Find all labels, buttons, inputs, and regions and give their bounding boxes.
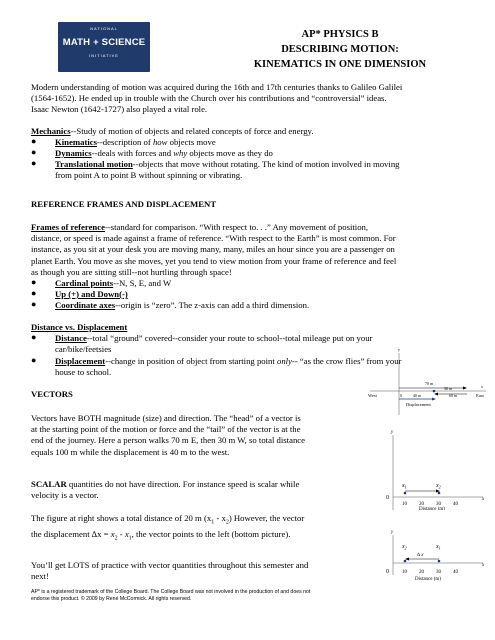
fig3-delta-x: ∆ x	[417, 553, 424, 558]
coordinate-term: Coordinate axes	[55, 300, 116, 310]
fig1-y-label: y	[398, 347, 400, 352]
figure-displacement-left	[365, 523, 487, 585]
fig1-point	[433, 390, 436, 393]
fig2-point-x1	[404, 492, 407, 495]
bullet-dot: ●	[31, 136, 37, 146]
kinematics-def-em: how	[152, 137, 168, 147]
vectors-line-3: end of the journey. Here a person walks 70 m E, then 30 m W, so total distance	[31, 435, 305, 446]
fig3-tick-40: 40	[453, 570, 458, 575]
distance-line-1: --total “ground” covered--consider your route to school--total mileage put on your	[86, 333, 373, 343]
intro-line-2: (1564-1652). He ended up in trouble with the Church over his contributions and “controversial” ideas.	[31, 93, 387, 104]
dynamics-def-b: objects move as they do	[187, 148, 273, 158]
closing-paragraph	[31, 560, 308, 582]
fig1-30m-label: 30 m	[444, 386, 453, 391]
nms-logo	[58, 22, 150, 72]
fig-desc-2d: x	[124, 528, 129, 539]
fig1-40m: 40 m	[413, 393, 422, 398]
translational-item	[55, 159, 400, 181]
figure-distance-right	[365, 420, 487, 510]
closing-line-2: next!	[31, 571, 49, 582]
scalar-term: SCALAR	[31, 479, 67, 489]
logo-line-initiative: INITIATIVE	[89, 53, 119, 58]
bullet-dot: ●	[31, 158, 37, 168]
displacement-item	[55, 356, 401, 378]
kinematics-def-a: --description of	[96, 137, 153, 147]
fig1-west: West	[368, 393, 377, 398]
fig3-tick-30: 30	[436, 570, 441, 575]
kinematics-def-b: objects move	[167, 137, 216, 147]
fig2-x-label: x	[482, 497, 485, 502]
fig3-tick-10: 10	[402, 570, 407, 575]
figure-description	[31, 513, 304, 545]
displacement-line-1a: --change in position of object from starting point	[105, 356, 277, 366]
frames-line-4: planet Earth. You move as she moves, yet you tend to view motion from your frame of reference and feel	[31, 255, 397, 266]
displacement-line-1b: -- “as the crow flies” from your	[291, 356, 402, 366]
fig2-point-x2	[438, 492, 441, 495]
bullet-dot: ●	[31, 332, 37, 342]
kinematics-item	[55, 137, 216, 148]
dynamics-def-em: why	[173, 148, 188, 158]
vectors-line-4: equals 100 m while the displacement is 40 m to the west.	[31, 446, 230, 457]
intro-paragraph	[31, 82, 402, 116]
fig3-x-label: x	[482, 563, 485, 568]
footer-line-1: AP* is a registered trademark of the College Board. The College Board was not involved in the production of and does not	[31, 589, 311, 595]
vectors-line-1: Vectors have BOTH magnitude (size) and direction. The “head” of a vector is	[31, 413, 301, 423]
logo-line-math-science: MATH + SCIENCE	[62, 37, 146, 48]
distance-term: Distance	[55, 333, 87, 343]
fig1-east: East	[476, 393, 484, 398]
fig1-60m: 60 m	[449, 393, 458, 398]
fig2-tick-30: 30	[436, 502, 441, 507]
fig-desc-sub1: 1	[211, 519, 215, 526]
fig1-30m-arrowhead	[434, 393, 438, 396]
distance-item	[55, 333, 373, 355]
dynamics-def-a: --deals with forces and	[91, 148, 174, 158]
fig-desc-1: The figure at right shows a total distance of 20 m (x	[31, 513, 212, 523]
closing-line-1: You’ll get LOTS of practice with vector quantities throughout this semester and	[31, 560, 309, 570]
fig2-tick-10: 10	[402, 502, 407, 507]
fig3-y-label: y	[391, 530, 394, 535]
mechanics-term: Mechanics	[31, 126, 71, 136]
vectors-line-2: at the starting point of the motion or force and the “tail” of the vector is at the	[31, 424, 301, 435]
figure-displacement	[368, 345, 488, 425]
fig-desc-2s2: 2	[114, 535, 118, 542]
coordinate-def: --origin is “zero”. The z-axis can add a third dimension.	[115, 300, 310, 310]
frames-term: Frames of reference	[31, 222, 105, 232]
cardinal-def: --N, S, E, and W	[113, 278, 172, 288]
fig-desc-2b: x	[110, 528, 115, 539]
displacement-line-1em: only	[276, 356, 292, 366]
scalar-line-1: quantities do not have direction. For instance speed is scalar while	[66, 479, 300, 489]
fig2-tick-40: 40	[453, 502, 458, 507]
kinematics-term: Kinematics	[55, 137, 97, 147]
translational-term: Translational motion	[55, 159, 133, 169]
fig3-origin: 0	[386, 569, 389, 575]
bullet-dot: ●	[31, 355, 37, 365]
footer-line-2: endorse this product. © 2009 by René McCormick. All rights reserved.	[31, 596, 192, 602]
fig1-70m-label: 70 m	[425, 381, 434, 386]
fig-desc-minus: - x	[214, 513, 226, 523]
distance-line-2: car/bike/feetsies	[55, 344, 112, 355]
dynamics-term: Dynamics	[55, 148, 92, 158]
cardinal-term: Cardinal points	[55, 278, 114, 288]
fig-desc-2s1: 1	[128, 535, 132, 542]
mechanics-def: --Study of motion of objects and related concepts of force and energy.	[70, 126, 314, 136]
fig3-point-x1	[438, 560, 441, 563]
fig-desc-2c: -	[117, 528, 125, 539]
intro-line-1: Modern understanding of motion was acquired during the 16th and 17th centuries thanks to Galileo Galilei	[31, 82, 403, 92]
fig2-tick-20: 20	[419, 502, 424, 507]
fig3-x2: $x_2$	[402, 544, 407, 551]
frames-line-3: instance, as you sit at your desk you are moving many, many, miles an hour since you are a passenger on	[31, 244, 395, 255]
fig3-axis-title: Distance (m)	[415, 577, 441, 582]
logo-line-national: NATIONAL	[90, 26, 118, 31]
fig1-zero: 0	[400, 393, 402, 398]
fig-desc-2a: the displacement ∆x =	[31, 528, 111, 539]
fig3-point-x2	[404, 560, 407, 563]
fig1-70m-arrowhead	[463, 387, 467, 390]
fig-desc-2e: , the vector points to the left (bottom picture).	[131, 528, 291, 539]
fig2-origin: 0	[386, 495, 389, 501]
page-title	[210, 27, 470, 72]
fig1-displacement-label: Displacement	[406, 402, 431, 407]
section-heading-vectors: VECTORS	[31, 389, 73, 399]
coordinate-axes-item	[55, 300, 309, 311]
title-line-3: KINEMATICS IN ONE DIMENSION	[253, 59, 427, 70]
fig3-x1: $x_1$	[436, 544, 441, 551]
displacement-term: Displacement	[55, 356, 106, 366]
fig-desc-sub2: 2	[225, 519, 229, 526]
fig-desc-end: ) However, the vector	[228, 513, 305, 523]
fig1-displacement-arrowhead	[432, 398, 436, 401]
scalar-line-2: velocity is a vector.	[31, 490, 99, 501]
bullet-dot: ●	[31, 288, 37, 298]
section-heading-frames: REFERENCE FRAMES AND DISPLACEMENT	[31, 199, 217, 209]
bullet-dot: ●	[31, 299, 37, 309]
fig3-tick-20: 20	[419, 570, 424, 575]
fig1-x-label: x	[481, 384, 483, 389]
frames-line-1: --standard for comparison. “With respect to. . .” Any movement of position,	[104, 222, 369, 232]
translational-def-1: --objects that move without rotating. The kind of motion involved in moving	[132, 159, 400, 169]
intro-line-3: Isaac Newton (1642-1727) also played a vital role.	[31, 104, 208, 115]
frames-line-5: as though you are sitting still--not hurtling through space!	[31, 266, 232, 277]
section-heading-distance: Distance vs. Displacement	[31, 322, 128, 332]
bullet-dot: ●	[31, 147, 37, 157]
scalar-paragraph	[31, 479, 299, 501]
cardinal-points-item	[55, 278, 171, 289]
fig2-x1: $x_1$	[402, 483, 407, 490]
footer-note	[31, 589, 310, 603]
fig2-y-label: y	[391, 430, 394, 435]
dynamics-item	[55, 148, 273, 159]
bullet-dot: ●	[31, 277, 37, 287]
vectors-paragraph	[31, 413, 305, 458]
fig2-x2: $x_2$	[436, 483, 441, 490]
frames-paragraph	[31, 222, 396, 278]
displacement-line-2: house to school.	[55, 367, 112, 378]
fig2-axis-title: Distance (m)	[419, 507, 445, 510]
translational-def-2: from point A to point B without spinning or vibrating.	[55, 170, 243, 181]
title-line-2: DESCRIBING MOTION:	[281, 44, 399, 55]
title-line-1: AP* PHYSICS B	[301, 29, 379, 40]
frames-line-2: distance, or speed is made against a frame of reference. “With respect to the Earth” is most common. For	[31, 233, 396, 244]
up-down-item: Up (+) and Down(-)	[55, 289, 128, 299]
mechanics-definition	[31, 126, 314, 137]
